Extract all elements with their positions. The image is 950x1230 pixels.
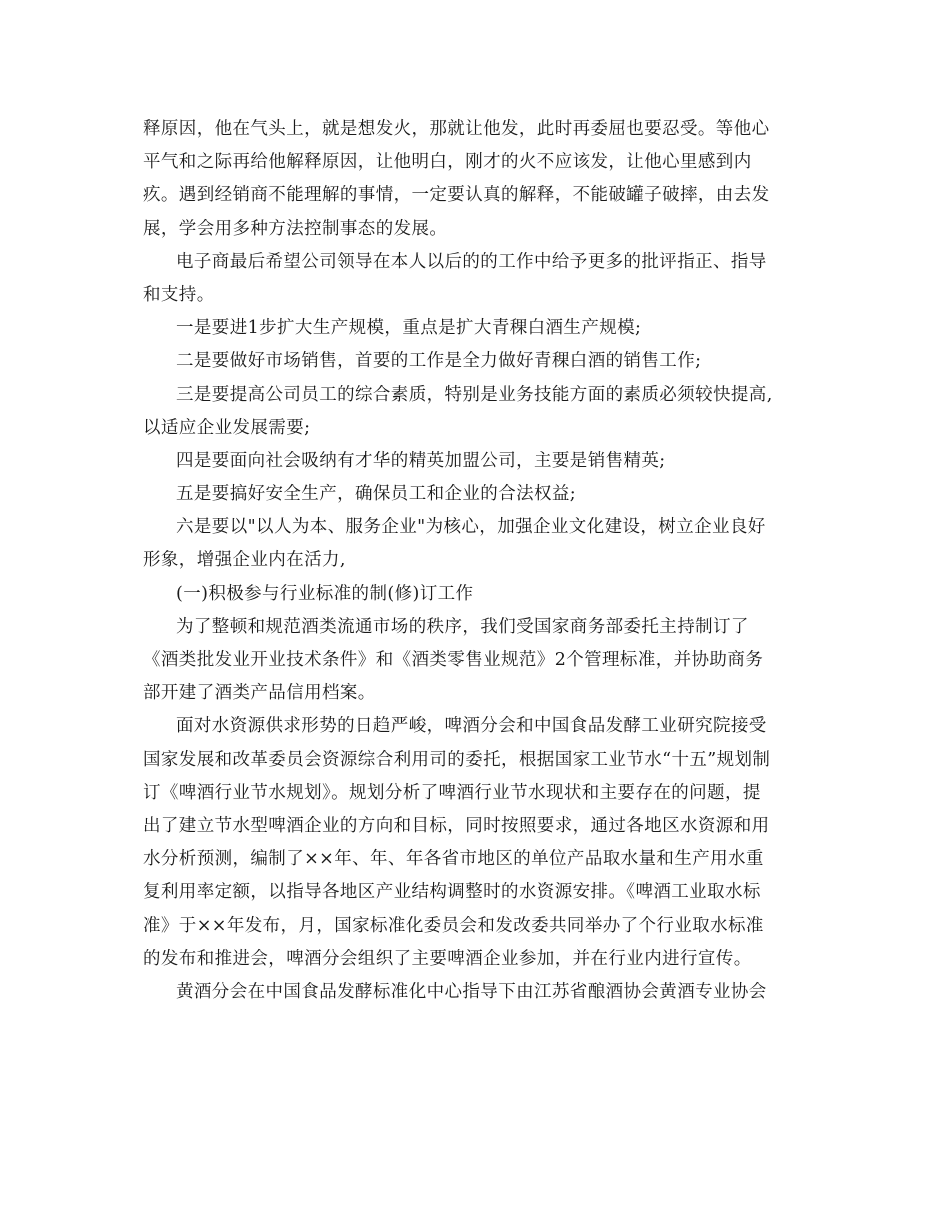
text-line: 四是要面向社会吸纳有才华的精英加盟公司，主要是销售精英;	[176, 450, 666, 471]
text-line: 部开建了酒类产品信用档案。	[143, 683, 376, 704]
text-line: 国家发展和改革委员会资源综合利用司的委托，根据国家工业节水“十五”规划制	[143, 749, 771, 770]
paragraph-3	[143, 312, 808, 345]
text-line: 以适应企业发展需要;	[143, 417, 311, 438]
paragraph-2	[143, 246, 808, 312]
paragraph-8	[143, 511, 808, 577]
paragraph-9	[143, 611, 808, 711]
paragraph-1	[143, 113, 808, 246]
paragraph-4	[143, 345, 808, 378]
text-line: (一)积极参与行业标准的制(修)订工作	[176, 583, 474, 604]
text-line: 展，学会用多种方法控制事态的发展。	[143, 218, 448, 239]
text-line: 复利用率定额，以指导各地区产业结构调整时的水资源安排。《啤酒工业取水标	[143, 882, 761, 903]
text-line: 黄酒分会在中国食品发酵标准化中心指导下由江苏省酿酒协会黄酒专业协会	[176, 981, 767, 1002]
text-line: 水分析预测，编制了××年、年、年各省市地区的单位产品取水量和生产用水重	[143, 849, 764, 870]
document-body	[143, 113, 808, 1009]
text-line: 疚。遇到经销商不能理解的事情，一定要认真的解释，不能破罐子破摔，由去发	[143, 185, 770, 206]
section-heading	[143, 578, 808, 611]
text-line: 六是要以"以人为本、服务企业"为核心，加强企业文化建设，树立企业良好	[176, 517, 766, 538]
text-line: 三是要提高公司员工的综合素质，特别是业务技能方面的素质必须较快提高,	[176, 384, 773, 405]
paragraph-7	[143, 478, 808, 511]
text-line: 面对水资源供求形势的日趋严峻，啤酒分会和中国食品发酵工业研究院接受	[176, 716, 767, 737]
text-line: 出了建立节水型啤酒企业的方向和目标，同时按照要求，通过各地区水资源和用	[143, 815, 770, 836]
text-line: 释原因，他在气头上，就是想发火，那就让他发，此时再委屈也要忍受。等他心	[143, 119, 770, 139]
paragraph-11	[143, 976, 808, 1009]
text-line: 电子商最后希望公司领导在本人以后的的工作中给予更多的批评指正、指导	[176, 251, 767, 272]
text-line: 为了整顿和规范酒类流通市场的秩序，我们受国家商务部委托主持制订了	[176, 616, 749, 637]
text-line: 的发布和推进会，啤酒分会组织了主要啤酒企业参加，并在行业内进行宣传。	[143, 948, 752, 969]
paragraph-10	[143, 710, 808, 976]
text-line: 订《啤酒行业节水规划》。规划分析了啤酒行业节水现状和主要存在的问题，提	[143, 782, 761, 803]
paragraph-5	[143, 379, 808, 445]
text-line: 形象，增强企业内在活力,	[143, 550, 346, 571]
text-line: 《酒类批发业开业技术条件》和《酒类零售业规范》2个管理标准，并协助商务	[143, 650, 764, 670]
text-line: 一是要进1步扩大生产规模，重点是扩大青稞白酒生产规模;	[176, 318, 642, 339]
text-line: 和支持。	[143, 284, 215, 305]
paragraph-6	[143, 445, 808, 478]
text-line: 二是要做好市场销售，首要的工作是全力做好青稞白酒的销售工作;	[176, 351, 702, 372]
text-line: 平气和之际再给他解释原因，让他明白，刚才的火不应该发，让他心里感到内	[143, 152, 752, 173]
text-line: 准》于××年发布，月，国家标准化委员会和发改委共同举办了个行业取水标准	[143, 915, 764, 936]
text-line: 五是要搞好安全生产，确保员工和企业的合法权益;	[176, 484, 577, 505]
